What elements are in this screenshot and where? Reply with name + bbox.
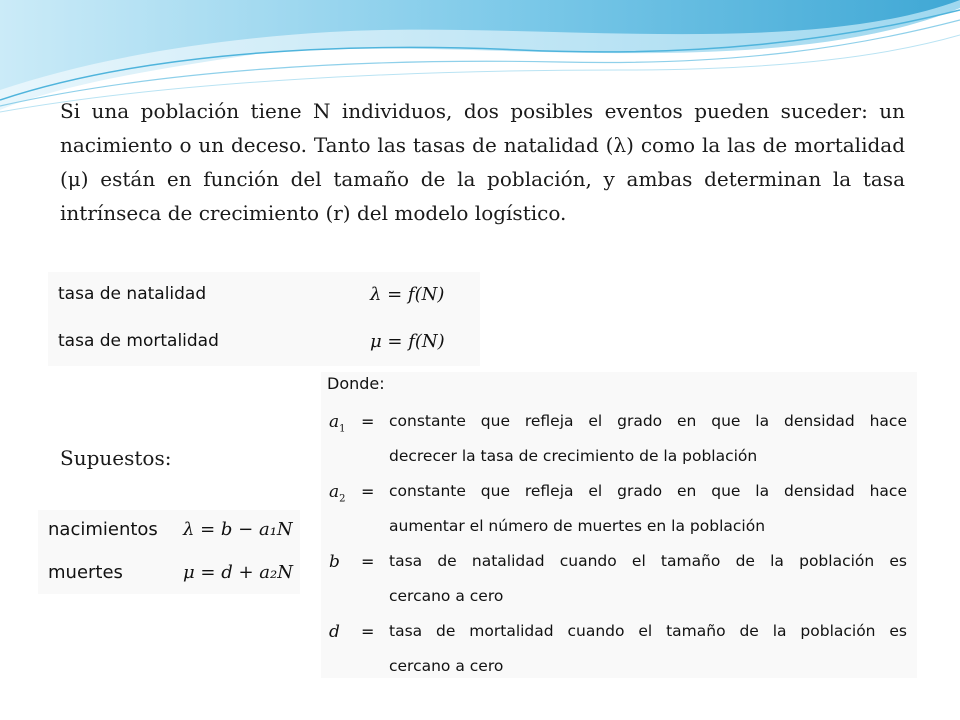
muertes-label: muertes [48, 562, 123, 583]
symbol-b: b [329, 552, 340, 572]
definition-d-line2: cercano a cero [389, 657, 504, 675]
definition-d-line1: tasa de mortalidad cuando el tamaño de la población es [389, 622, 907, 640]
definition-b-line2: cercano a cero [389, 587, 504, 605]
mortalidad-equation: μ = f(N) [370, 331, 445, 352]
muertes-equation: μ = d + a₂N [183, 562, 293, 583]
natalidad-equation: λ = f(N) [370, 284, 445, 305]
equals-sign: = [361, 412, 375, 431]
intro-paragraph: Si una población tiene N individuos, dos posibles eventos pueden suceder: un nacimiento o un deceso. Tanto las tasas de natalidad (λ) como la las de mortalidad (μ) están en función del tamaño de la población, y ambas determinan la tasa intrínseca de crecimiento (r) del modelo logístico. [60, 99, 905, 225]
supuestos-heading: Supuestos: [60, 446, 172, 470]
nacimientos-equation: λ = b − a₁N [183, 519, 293, 540]
rates-panel [48, 272, 480, 366]
donde-heading: Donde: [327, 374, 385, 393]
nacimientos-label: nacimientos [48, 519, 158, 540]
natalidad-label: tasa de natalidad [58, 284, 207, 304]
symbol-d: d [329, 622, 340, 642]
equals-sign: = [361, 482, 375, 501]
model-panel [38, 510, 300, 594]
definition-a1-line1: constante que refleja el grado en que la densidad hace [389, 412, 907, 430]
definition-a1-line2: decrecer la tasa de crecimiento de la población [389, 447, 758, 465]
symbol-a1: $a_1$ [329, 412, 346, 435]
symbol-a2: $a_2$ [329, 482, 346, 505]
definition-a2-line2: aumentar el número de muertes en la población [389, 517, 766, 535]
definition-a2-line1: constante que refleja el grado en que la densidad hace [389, 482, 907, 500]
mortalidad-label: tasa de mortalidad [58, 331, 219, 351]
definitions-panel [321, 372, 917, 678]
equals-sign: = [361, 552, 375, 571]
definition-b-line1: tasa de natalidad cuando el tamaño de la población es [389, 552, 907, 570]
equals-sign: = [361, 622, 375, 641]
